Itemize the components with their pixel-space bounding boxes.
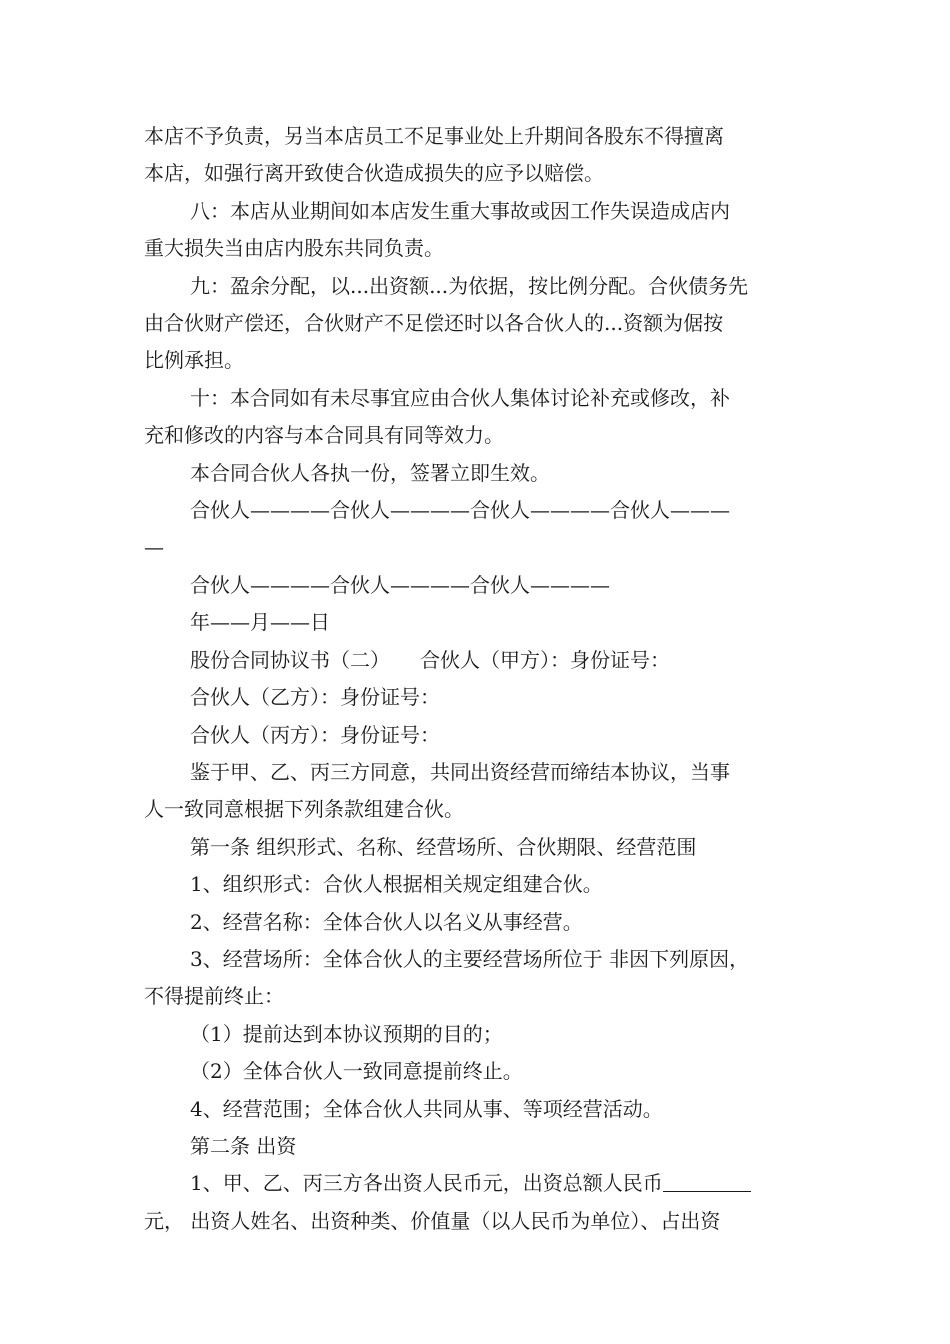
- line-text: 合伙人————合伙人————合伙人————: [190, 572, 610, 597]
- text-line: [144, 118, 812, 155]
- text-line: [144, 1165, 812, 1202]
- line-text: —: [144, 535, 164, 560]
- text-line: [144, 978, 812, 1015]
- line-text: 合伙人————合伙人————合伙人————合伙人———: [190, 498, 730, 523]
- text-line: [144, 904, 812, 941]
- line-text: 人一致同意根据下列条款组建合伙。: [144, 797, 464, 822]
- document-page: [144, 118, 812, 1240]
- text-line: [144, 791, 812, 828]
- line-text: （2）全体合伙人一致同意提前终止。: [190, 1059, 523, 1084]
- text-line: [144, 1091, 812, 1128]
- line-text: 九：盈余分配，以...出资额...为依据，按比例分配。合伙债务先: [190, 273, 749, 298]
- text-line: [144, 492, 812, 529]
- line-text: 年——月——日: [190, 610, 330, 635]
- text-line: [144, 193, 812, 230]
- fill-in-blank: [663, 1169, 751, 1192]
- line-text: 本店不予负责，另当本店员工不足事业处上升期间各股东不得擅离: [144, 124, 724, 148]
- line-text: 3、经营场所：全体合伙人的主要经营场所位于 非因下列原因，: [190, 946, 750, 971]
- text-line: [144, 679, 812, 716]
- line-text: 第一条 组织形式、名称、经营场所、合伙期限、经营范围: [190, 834, 697, 859]
- text-line: [144, 1053, 812, 1090]
- text-line: [144, 417, 812, 454]
- text-line: [144, 866, 812, 903]
- text-line: [144, 380, 812, 417]
- text-line: [144, 455, 812, 492]
- line-text: 由合伙财产偿还，合伙财产不足偿还时以各合伙人的...资额为倨按: [144, 311, 724, 336]
- line-text: （1）提前达到本协议预期的目的；: [190, 1021, 503, 1046]
- line-text: 重大损失当由店内股东共同负责。: [144, 236, 444, 261]
- line-text: 本店，如强行离开致使合伙造成损失的应予以赔偿。: [144, 161, 604, 186]
- line-text: 4、经营范围；全体合伙人共同从事、等项经营活动。: [190, 1096, 663, 1121]
- line-text: 股份合同协议书（二） 合伙人（甲方）：身份证号：: [190, 647, 670, 672]
- line-text: 本合同合伙人各执一份，签署立即生效。: [190, 460, 550, 485]
- line-text: 比例承担。: [144, 348, 244, 373]
- text-line: [144, 1128, 812, 1165]
- text-line: [144, 1203, 812, 1240]
- text-line: [144, 342, 812, 379]
- text-line: [144, 529, 812, 566]
- text-line: [144, 1016, 812, 1053]
- line-text: 十：本合同如有未尽事宜应由合伙人集体讨论补充或修改，补: [190, 385, 730, 410]
- text-line: [144, 642, 812, 679]
- line-text: 合伙人（乙方）：身份证号：: [190, 685, 440, 710]
- text-line: [144, 717, 812, 754]
- line-text: 八：本店从业期间如本店发生重大事故或因工作失误造成店内: [190, 198, 730, 223]
- text-line: [144, 567, 812, 604]
- text-line: [144, 754, 812, 791]
- line-text: 2、经营名称：全体合伙人以名义从事经营。: [190, 909, 583, 934]
- line-text: 1、组织形式：合伙人根据相关规定组建合伙。: [190, 872, 603, 897]
- line-text: 合伙人（丙方）：身份证号：: [190, 722, 440, 747]
- line-text: 不得提前终止：: [144, 984, 284, 1009]
- text-line: [144, 941, 812, 978]
- text-line: [144, 305, 812, 342]
- text-line: [144, 268, 812, 305]
- line-text: 1、甲、乙、丙三方各出资人民币元，出资总额人民币: [190, 1171, 663, 1196]
- text-line: [144, 230, 812, 267]
- line-text: 鉴于甲、乙、丙三方同意，共同出资经营而缔结本协议，当事: [190, 759, 730, 784]
- line-text: 元， 出资人姓名、出资种类、价值量（以人民币为单位）、占出资: [144, 1208, 721, 1233]
- line-text: 充和修改的内容与本合同具有同等效力。: [144, 423, 504, 448]
- text-line: [144, 829, 812, 866]
- text-line: [144, 604, 812, 641]
- text-line: [144, 155, 812, 192]
- line-text: 第二条 出资: [190, 1133, 297, 1158]
